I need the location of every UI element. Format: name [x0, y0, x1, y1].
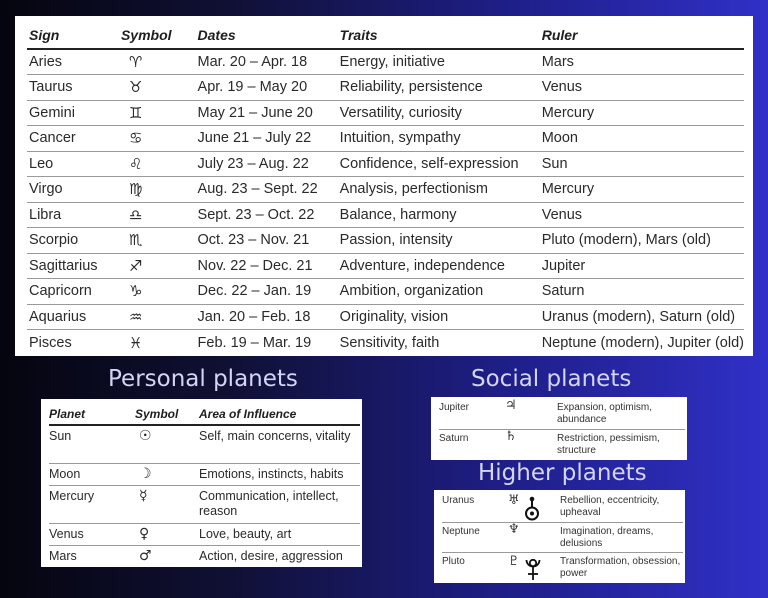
zodiac-header-row	[27, 22, 744, 49]
sign-dates: May 21 – June 20	[196, 100, 338, 126]
sign-dates: Feb. 19 – Mar. 19	[197, 334, 312, 351]
sun-icon: ☉︎	[135, 425, 199, 463]
sign-traits: Originality, vision	[338, 304, 540, 330]
sign-name: Libra	[27, 202, 119, 228]
planet-name: Mars	[49, 548, 77, 563]
table-row	[442, 492, 683, 523]
table-row	[49, 523, 360, 545]
planet-name: Jupiter	[439, 399, 505, 429]
sign-name: Pisces	[29, 334, 72, 351]
sign-name: Scorpio	[27, 228, 119, 254]
neptune-icon: ♆︎	[508, 523, 560, 553]
table-row	[439, 429, 685, 459]
sign-ruler: Mercury	[540, 100, 744, 126]
mercury-icon: ☿︎	[135, 485, 199, 523]
planet-name: Sun	[49, 425, 135, 463]
sign-dates: Sept. 23 – Oct. 22	[196, 202, 338, 228]
planet-area: Communication, intellect, reason	[199, 485, 360, 523]
sign-traits: Reliability, persistence	[338, 75, 540, 101]
sign-dates: June 21 – July 22	[196, 126, 338, 152]
planet-name: Uranus	[442, 492, 508, 523]
planet-area: Expansion, optimism, abundance	[557, 399, 685, 429]
scorpio-icon: ♏︎	[119, 228, 196, 254]
sign-name: Virgo	[27, 177, 119, 203]
planet-area: Action, desire, aggression	[199, 548, 343, 563]
sign-name: Leo	[27, 151, 119, 177]
header-sign: Sign	[27, 22, 119, 49]
header-symbol: Symbol	[119, 22, 196, 49]
planet-name: Pluto	[442, 556, 465, 567]
sign-traits: Confidence, self-expression	[338, 151, 540, 177]
planet-area: Love, beauty, art	[199, 523, 360, 545]
social-planets-table	[431, 397, 687, 460]
pluto-icon: ♇︎	[508, 554, 520, 569]
uranus-symbol-cell	[508, 492, 560, 523]
sign-traits: Versatility, curiosity	[338, 100, 540, 126]
table-row	[442, 553, 683, 583]
moon-icon: ☽︎	[135, 463, 199, 485]
sign-name: Aquarius	[27, 304, 119, 330]
mars-icon: ♂︎	[139, 547, 152, 564]
table-row	[27, 151, 744, 177]
higher-planets-table	[434, 490, 685, 583]
sign-name: Cancer	[27, 126, 119, 152]
header-area: Area of Influence	[199, 403, 360, 425]
sign-dates: Aug. 23 – Sept. 22	[196, 177, 338, 203]
sign-name: Taurus	[27, 75, 119, 101]
sign-name: Aries	[27, 49, 119, 75]
planet-area: Imagination, dreams, delusions	[560, 523, 683, 553]
table-row	[27, 304, 744, 330]
header-symbol: Symbol	[135, 403, 199, 425]
social-planets-heading: Social planets	[471, 366, 632, 392]
sign-name: Sagittarius	[27, 253, 119, 279]
sign-ruler: Mercury	[540, 177, 744, 203]
sign-ruler: Sun	[540, 151, 744, 177]
saturn-icon: ♄︎	[505, 428, 517, 444]
table-row	[442, 523, 683, 553]
sign-traits: Energy, initiative	[338, 49, 540, 75]
table-row	[49, 485, 360, 523]
header-ruler: Ruler	[540, 22, 744, 49]
sign-traits: Passion, intensity	[338, 228, 540, 254]
planet-area: Transformation, obsession, power	[560, 556, 681, 579]
table-row	[49, 545, 360, 567]
sign-dates: Dec. 22 – Jan. 19	[196, 279, 338, 305]
planet-area: Emotions, instincts, habits	[199, 463, 360, 485]
taurus-icon: ♉︎	[119, 75, 196, 101]
planet-area: Restriction, pessimism, structure	[557, 432, 660, 456]
table-row	[27, 126, 744, 152]
sign-ruler: Pluto (modern), Mars (old)	[540, 228, 744, 254]
sign-name: Gemini	[27, 100, 119, 126]
aries-icon: ♈︎	[119, 49, 196, 75]
table-row	[49, 425, 360, 463]
sign-traits: Intuition, sympathy	[338, 126, 540, 152]
planet-name: Venus	[49, 523, 135, 545]
sign-ruler: Venus	[540, 75, 744, 101]
leo-icon: ♌︎	[119, 151, 196, 177]
sign-traits: Ambition, organization	[338, 279, 540, 305]
table-row	[49, 463, 360, 485]
sign-ruler: Saturn	[540, 279, 744, 305]
sign-ruler: Mars	[540, 49, 744, 75]
sign-dates: Mar. 20 – Apr. 18	[196, 49, 338, 75]
sign-ruler: Jupiter	[540, 253, 744, 279]
table-row	[27, 330, 744, 356]
table-row	[27, 202, 744, 228]
pluto-alt-icon	[524, 557, 542, 581]
planet-name: Saturn	[439, 432, 469, 444]
sign-traits: Sensitivity, faith	[339, 334, 440, 351]
venus-icon: ♀︎	[135, 523, 199, 545]
sign-name: Capricorn	[27, 279, 119, 305]
aquarius-icon: ♒︎	[119, 304, 196, 330]
sign-traits: Adventure, independence	[338, 253, 540, 279]
virgo-icon: ♍︎	[119, 177, 196, 203]
sign-ruler: Uranus (modern), Saturn (old)	[540, 304, 744, 330]
uranus-icon: ♅︎	[508, 493, 520, 508]
pluto-symbol-cell	[508, 553, 560, 583]
gemini-icon: ♊︎	[119, 100, 196, 126]
zodiac-table	[15, 16, 753, 356]
table-row	[27, 228, 744, 254]
higher-planets-heading: Higher planets	[478, 460, 647, 486]
sign-ruler: Venus	[540, 202, 744, 228]
table-row	[27, 75, 744, 101]
sign-dates: Nov. 22 – Dec. 21	[196, 253, 338, 279]
pisces-icon: ♓︎	[128, 333, 143, 352]
libra-icon: ♎︎	[119, 202, 196, 228]
uranus-alt-icon	[524, 496, 540, 522]
planet-area: Self, main concerns, vitality	[199, 425, 360, 463]
table-row	[27, 253, 744, 279]
planet-name: Moon	[49, 463, 135, 485]
personal-planets-table	[41, 399, 362, 567]
sign-ruler: Moon	[540, 126, 744, 152]
sign-dates: Jan. 20 – Feb. 18	[196, 304, 338, 330]
sagittarius-icon: ♐︎	[119, 253, 196, 279]
table-row	[27, 100, 744, 126]
table-row	[27, 177, 744, 203]
header-planet: Planet	[49, 403, 135, 425]
table-row	[27, 279, 744, 305]
sign-dates: Oct. 23 – Nov. 21	[196, 228, 338, 254]
sign-traits: Balance, harmony	[338, 202, 540, 228]
sign-dates: Apr. 19 – May 20	[196, 75, 338, 101]
table-row	[27, 49, 744, 75]
table-row	[439, 399, 685, 429]
capricorn-icon: ♑︎	[119, 279, 196, 305]
header-dates: Dates	[196, 22, 338, 49]
sign-dates: July 23 – Aug. 22	[196, 151, 338, 177]
planet-name: Neptune	[442, 523, 508, 553]
jupiter-icon: ♃︎	[505, 399, 557, 429]
personal-planets-heading: Personal planets	[108, 366, 298, 392]
personal-header-row	[49, 403, 360, 425]
cancer-icon: ♋︎	[119, 126, 196, 152]
header-traits: Traits	[338, 22, 540, 49]
sign-ruler: Neptune (modern), Jupiter (old)	[541, 334, 744, 351]
planet-name: Mercury	[49, 485, 135, 523]
sign-traits: Analysis, perfectionism	[338, 177, 540, 203]
planet-area: Rebellion, eccentricity, upheaval	[560, 492, 683, 523]
